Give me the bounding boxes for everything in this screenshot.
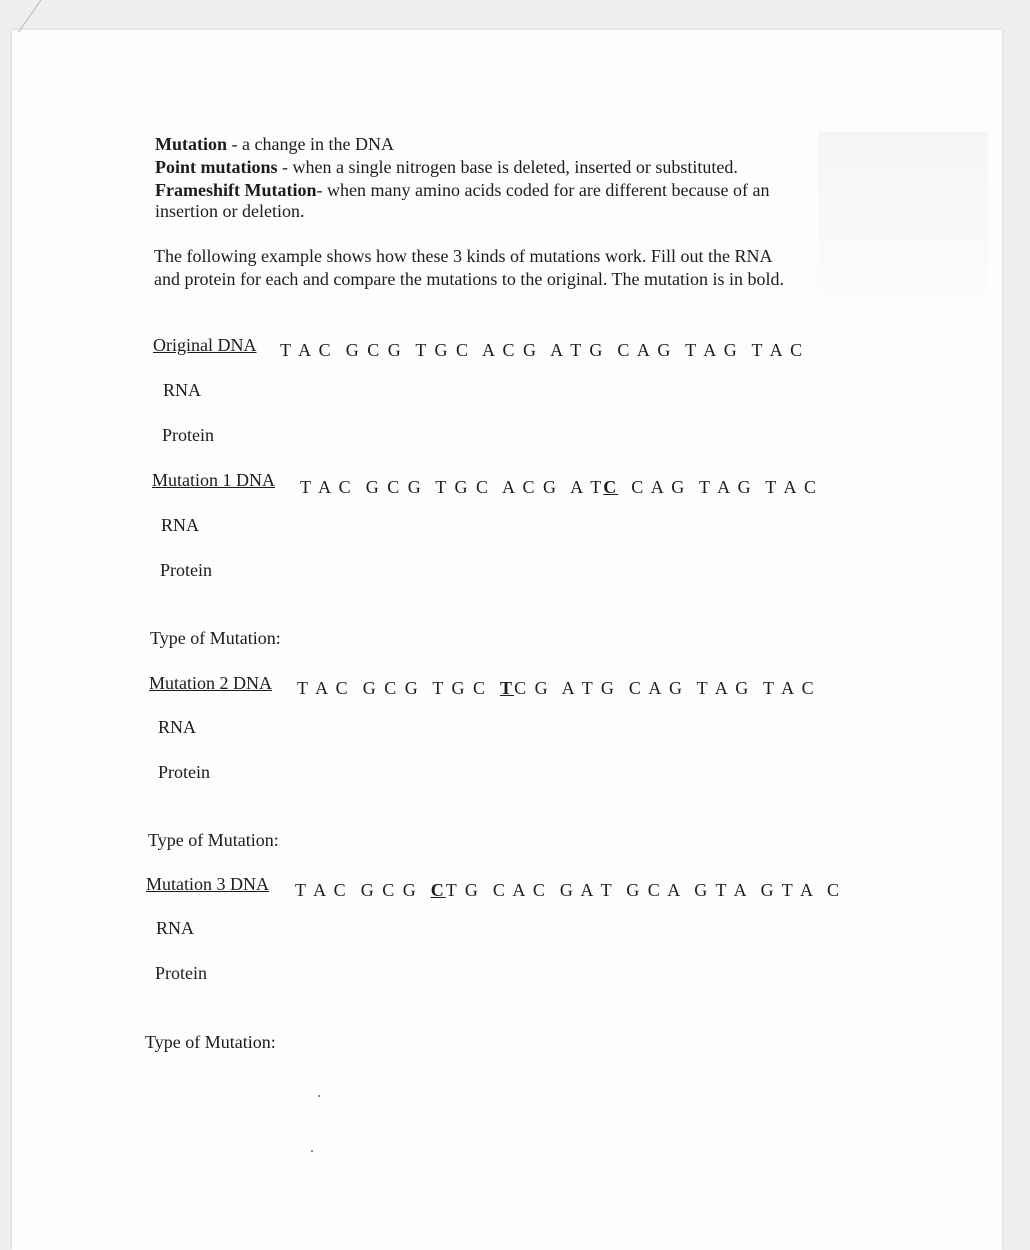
mutation1-dna-title: Mutation 1 DNA — [152, 470, 275, 490]
mutation1-type-label: Type of Mutation: — [150, 628, 281, 648]
definition-frameshift-continued: insertion or deletion. — [155, 201, 305, 221]
original-dna-title: Original DNA — [153, 335, 257, 355]
bleed-through-shadow — [818, 132, 988, 332]
mutation2-dna-sequence: T A C G C G T G C TC G A T G C A G T A G T A C — [297, 678, 816, 698]
mutation3-rna-label: RNA — [156, 918, 195, 938]
mutation2-type-label: Type of Mutation: — [148, 830, 279, 850]
original-protein-label: Protein — [162, 425, 214, 445]
mutation3-protein-label: Protein — [155, 963, 207, 983]
mutation3-dna-sequence: T A C G C G CT G C A C G A T G C A G T A G T A C — [295, 880, 841, 900]
intro-line-2: and protein for each and compare the mutations to the original. The mutation is in bold. — [154, 269, 785, 289]
definition-frameshift: Frameshift Mutation- when many amino acids coded for are different because of an — [155, 180, 770, 200]
mutation1-protein-label: Protein — [160, 560, 212, 580]
mutation2-protein-label: Protein — [158, 762, 210, 782]
mutation3-dna-title: Mutation 3 DNA — [146, 874, 269, 894]
definition-point-mutations: Point mutations - when a single nitrogen base is deleted, inserted or substituted. — [155, 157, 738, 177]
paper-speck — [311, 1150, 313, 1152]
mutation1-rna-label: RNA — [161, 515, 200, 535]
mutation2-changed-base: T — [500, 678, 515, 698]
mutation1-changed-base: C — [603, 477, 619, 497]
original-rna-label: RNA — [163, 380, 202, 400]
paper-crease — [18, 0, 53, 33]
mutation3-type-label: Type of Mutation: — [145, 1032, 276, 1052]
mutation2-rna-label: RNA — [158, 717, 197, 737]
mutation1-dna-sequence: T A C G C G T G C A C G A TC C A G T A G T A C — [300, 477, 818, 497]
mutation3-changed-base: C — [430, 880, 446, 900]
paper-speck — [318, 1095, 320, 1097]
mutation2-dna-title: Mutation 2 DNA — [149, 673, 272, 693]
intro-line-1: The following example shows how these 3 kinds of mutations work. Fill out the RNA — [154, 246, 773, 266]
original-dna-sequence: T A C G C G T G C A C G A T G C A G T A G T A C — [280, 340, 805, 360]
definition-mutation: Mutation - a change in the DNA — [155, 134, 394, 154]
